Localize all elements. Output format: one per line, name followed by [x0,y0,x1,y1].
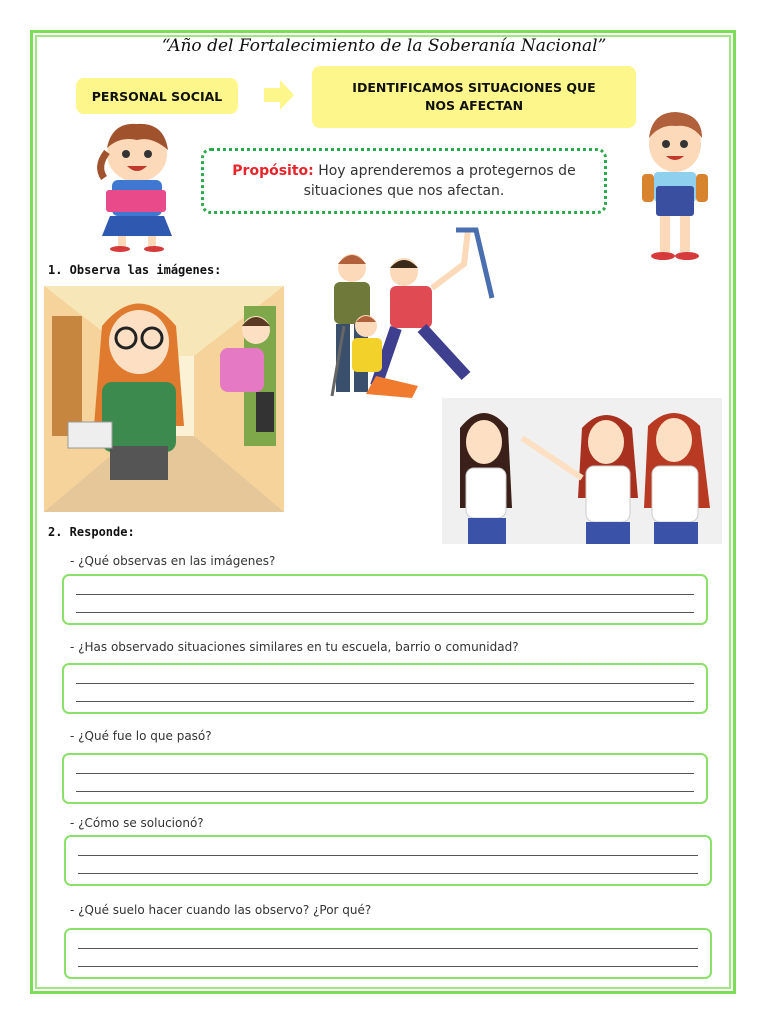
section-observe-heading: 1. Observa las imágenes: [48,263,222,277]
arrow-right-icon [262,78,296,112]
purpose-text-line1: Hoy aprenderemos a protegernos de [313,163,576,179]
answer-box-3[interactable] [62,753,708,804]
answer-box-2[interactable] [62,663,708,714]
girl-reading-illustration [82,118,192,252]
girls-laughing-illustration [442,398,722,544]
question-5: - ¿Qué suelo hacer cuando las observo? ¿Por qué? [70,903,372,917]
bullying-boys-illustration [296,226,508,406]
question-4: - ¿Cómo se solucionó? [70,816,204,830]
answer-box-1[interactable] [62,574,708,625]
purpose-text-line2: situaciones que nos afectan. [303,183,505,199]
purpose-box [201,148,607,214]
answer-box-4[interactable] [64,835,712,886]
hallway-girl-illustration [44,286,284,512]
page-motto: “Año del Fortalecimiento de la Soberanía Nacional” [161,36,607,56]
question-1: - ¿Qué observas en las imágenes? [70,554,276,568]
answer-box-5[interactable] [64,928,712,979]
section-respond-heading: 2. Responde: [48,525,135,539]
purpose-label: Propósito: [232,163,314,179]
question-2: - ¿Has observado situaciones similares en tu escuela, barrio o comunidad? [70,640,519,654]
question-3: - ¿Qué fue lo que pasó? [70,729,212,743]
topic-badge: IDENTIFICAMOS SITUACIONES QUE NOS AFECTAN [312,66,636,128]
boy-backpack-illustration [636,108,714,264]
subject-badge: PERSONAL SOCIAL [76,78,238,114]
